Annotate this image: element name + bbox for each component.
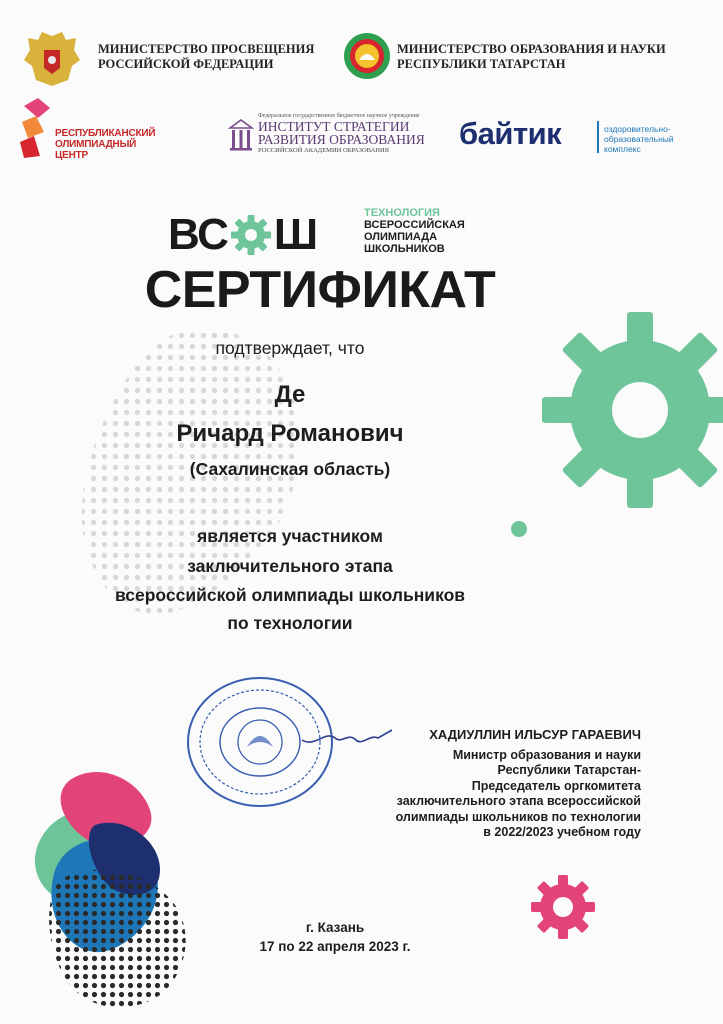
rep-center-label: РЕСПУБЛИКАНСКИЙ ОЛИМПИАДНЫЙ ЦЕНТР <box>55 128 156 161</box>
gear-icon <box>542 312 723 508</box>
status-line-4: по технологии <box>227 613 353 633</box>
signatory-name: ХАДИУЛЛИН ИЛЬСУР ГАРАЕВИЧ <box>429 727 641 742</box>
status-line-1: является участником <box>197 526 383 546</box>
status-line-3: всероссийской олимпиады школьников <box>114 585 466 605</box>
coat-of-arms-icon <box>22 30 82 88</box>
vsosh-logo: ВС Ш <box>168 210 319 259</box>
certificate-title: СЕРТИФИКАТ <box>144 261 496 319</box>
footer-city: г. Казань <box>305 920 365 935</box>
vsosh-caption: ТЕХНОЛОГИЯ ВСЕРОССИЙСКАЯ ОЛИМПИАДА ШКОЛЬНИКОВ <box>364 207 465 255</box>
gear-icon <box>531 875 595 939</box>
status-line-2: заключительного этапа <box>187 556 393 576</box>
recipient-surname: Де <box>274 381 306 408</box>
ministry-rt-label: МИНИСТЕРСТВО ОБРАЗОВАНИЯ И НАУКИ РЕСПУБЛИКИ ТАТАРСТАН <box>397 42 666 71</box>
green-dot <box>511 521 527 537</box>
tatarstan-emblem-icon <box>343 30 391 82</box>
baytik-logo: байтик <box>459 116 562 151</box>
gear-icon <box>230 214 272 256</box>
olympiad-center-icon <box>18 98 52 160</box>
baytik-divider <box>597 121 599 153</box>
ministry-rf-label: МИНИСТЕРСТВО ПРОСВЕЩЕНИЯ РОССИЙСКОЙ ФЕДЕРАЦИИ <box>98 42 315 71</box>
institute-building-icon <box>228 118 254 152</box>
recipient-region: (Сахалинская область) <box>189 459 391 479</box>
institute-label: Федеральное государственное бюджетное научное учреждение ИНСТИТУТ СТРАТЕГИИ РАЗВИТИЯ ОБРАЗОВАНИЯ РОССИЙСКОЙ АКАДЕМИИ ОБРАЗОВАНИЯ <box>258 113 425 154</box>
confirms-text: подтверждает, что <box>215 338 365 358</box>
recipient-name: Ричард Романович <box>176 420 404 447</box>
baytik-label: оздоровительно- образовательный комплекс <box>604 124 674 154</box>
footer-dates: 17 по 22 апреля 2023 г. <box>259 939 411 954</box>
signatory-block: ХАДИУЛЛИН ИЛЬСУР ГАРАЕВИЧ Министр образования и науки Республики Татарстан- Председатель оргкомитета заключительного этапа всероссийской олимпиады школьников по технологии в 2022/2023 учебном году <box>321 727 641 841</box>
